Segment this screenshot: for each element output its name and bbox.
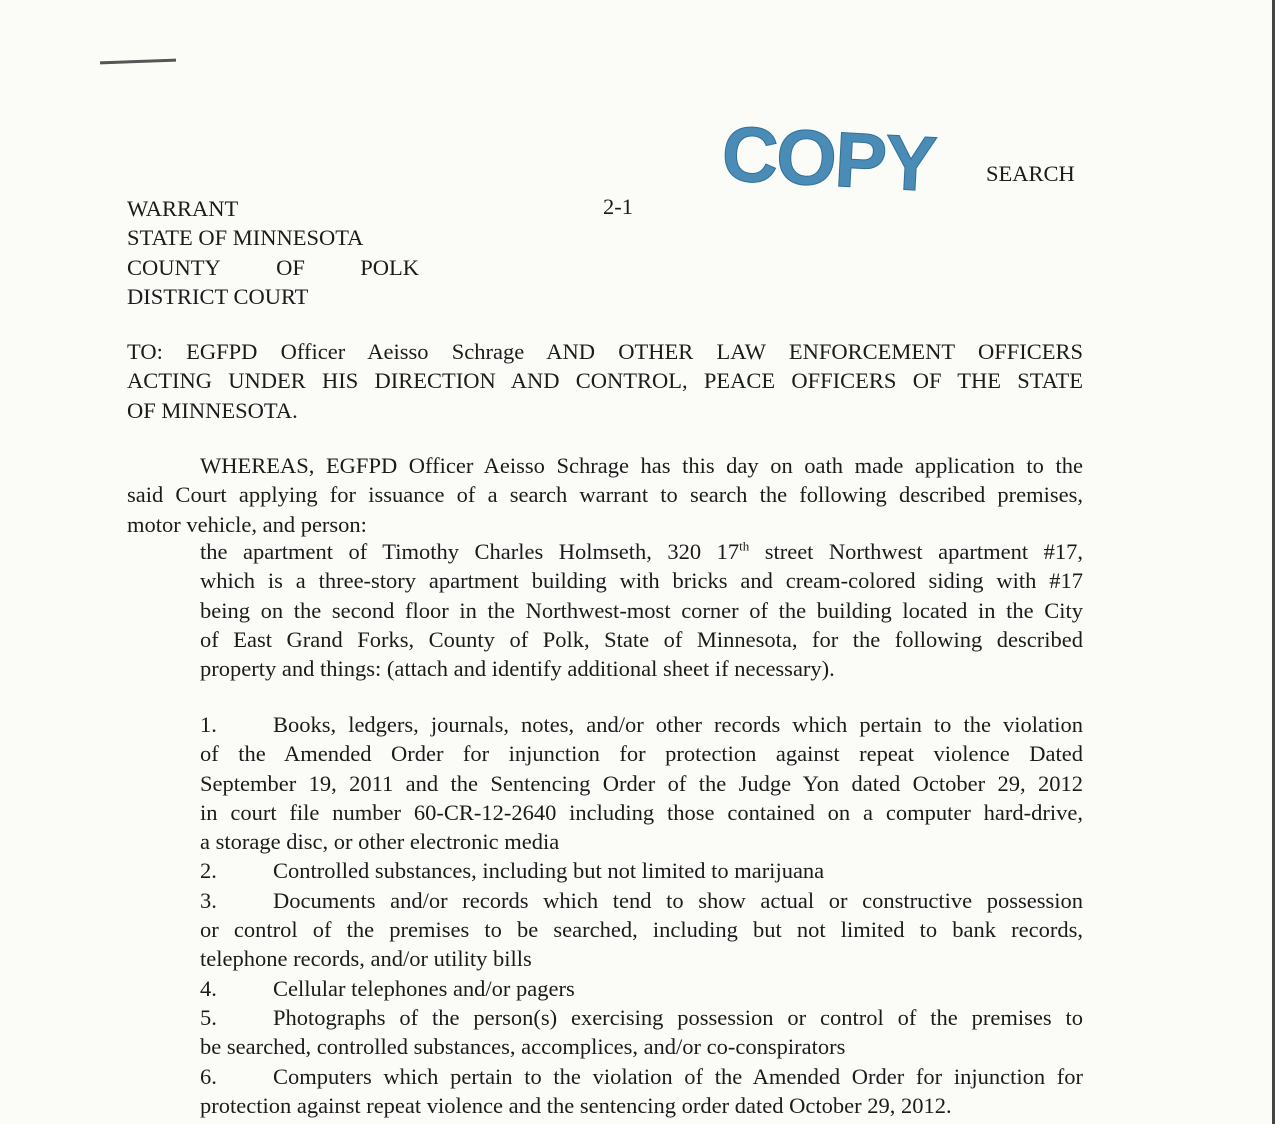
court-heading: DISTRICT COURT bbox=[127, 283, 309, 309]
item-number: 6. bbox=[200, 1063, 217, 1089]
list-item bbox=[200, 1003, 1083, 1062]
polk-word: POLK bbox=[360, 254, 419, 280]
text-line: OF MINNESOTA. bbox=[127, 397, 298, 423]
text-line: 1. Books, ledgers, journals, notes, and/or other records which pertain to the violation bbox=[200, 710, 1083, 739]
staple-mark bbox=[100, 59, 176, 65]
text-line: in court file number 60-CR-12-2640 including those contained on a computer hard-drive, bbox=[200, 799, 1083, 825]
text-span: street Northwest apartment #17, bbox=[749, 539, 1083, 564]
premises-description bbox=[200, 537, 1083, 683]
text-line: protection against repeat violence and the sentencing order dated October 29, 2012. bbox=[200, 1092, 952, 1118]
list-item bbox=[200, 856, 1083, 885]
text-line: which is a three-story apartment building with bricks and cream-colored siding with #17 bbox=[200, 568, 1083, 594]
text-line: 6. Computers which pertain to the violation of the Amended Order for injunction for bbox=[200, 1062, 1083, 1091]
whereas-paragraph bbox=[127, 451, 1083, 539]
text-line: motor vehicle, and person: bbox=[127, 511, 367, 537]
page-number: 2-1 bbox=[603, 194, 633, 219]
list-item bbox=[200, 1062, 1083, 1121]
text-line: September 19, 2011 and the Sentencing Order of the Judge Yon dated October 29, 2012 bbox=[200, 770, 1083, 796]
text-line: 4. Cellular telephones and/or pagers bbox=[200, 974, 1083, 1003]
superscript: th bbox=[739, 538, 750, 554]
warrant-heading: WARRANT bbox=[127, 196, 239, 221]
text-line: a storage disc, or other electronic media bbox=[200, 829, 560, 855]
text-line: 2. Controlled substances, including but not limited to marijuana bbox=[200, 856, 1083, 885]
state-heading: STATE OF MINNESOTA bbox=[127, 225, 364, 251]
text-line: being on the second floor in the Northwest-most corner of the building located in the City bbox=[200, 597, 1083, 623]
text-line: of the Amended Order for injunction for protection against repeat violence Dated bbox=[200, 741, 1083, 767]
item-number: 4. bbox=[200, 975, 217, 1001]
text-line: ACTING UNDER HIS DIRECTION AND CONTROL, PEACE OFFICERS OF THE STATE bbox=[127, 368, 1083, 394]
text-line: of East Grand Forks, County of Polk, State of Minnesota, for the following described bbox=[200, 626, 1083, 652]
text-line bbox=[200, 537, 1083, 566]
to-paragraph bbox=[127, 337, 1083, 425]
item-number: 1. bbox=[200, 712, 217, 737]
premises-lines bbox=[200, 566, 1083, 683]
text-line: property and things: (attach and identify additional sheet if necessary). bbox=[200, 656, 835, 682]
court-header bbox=[127, 194, 419, 311]
text-line: be searched, controlled substances, accomplices, and/or co-conspirators bbox=[200, 1034, 846, 1060]
list-item bbox=[200, 886, 1083, 974]
item-number: 2. bbox=[200, 858, 217, 884]
item-number: 5. bbox=[200, 1004, 217, 1030]
of-word: OF bbox=[276, 254, 305, 280]
text-line: WHEREAS, EGFPD Officer Aeisso Schrage has this day on oath made application to the bbox=[200, 453, 1083, 478]
list-item bbox=[200, 974, 1083, 1003]
copy-stamp: COPY bbox=[719, 109, 938, 209]
text-line: or control of the premises to be searched, including but not limited to bank records, bbox=[200, 917, 1083, 943]
item-number: 3. bbox=[200, 887, 217, 913]
county-heading bbox=[127, 253, 419, 282]
text-span: the apartment of Timothy Charles Holmseth, 320 17 bbox=[200, 539, 740, 564]
county-word: COUNTY bbox=[127, 254, 221, 280]
search-heading: SEARCH bbox=[986, 161, 1075, 186]
text-line: telephone records, and/or utility bills bbox=[200, 946, 532, 972]
text-line: 5. Photographs of the person(s) exercising possession or control of the premises to bbox=[200, 1003, 1083, 1032]
list-item bbox=[200, 710, 1083, 856]
text-line: TO: EGFPD Officer Aeisso Schrage AND OTHER LAW ENFORCEMENT OFFICERS bbox=[127, 339, 1083, 364]
text-line: said Court applying for issuance of a search warrant to search the following described premises, bbox=[127, 482, 1083, 508]
text-line: 3. Documents and/or records which tend to show actual or constructive possession bbox=[200, 886, 1083, 915]
property-list bbox=[200, 710, 1083, 1120]
